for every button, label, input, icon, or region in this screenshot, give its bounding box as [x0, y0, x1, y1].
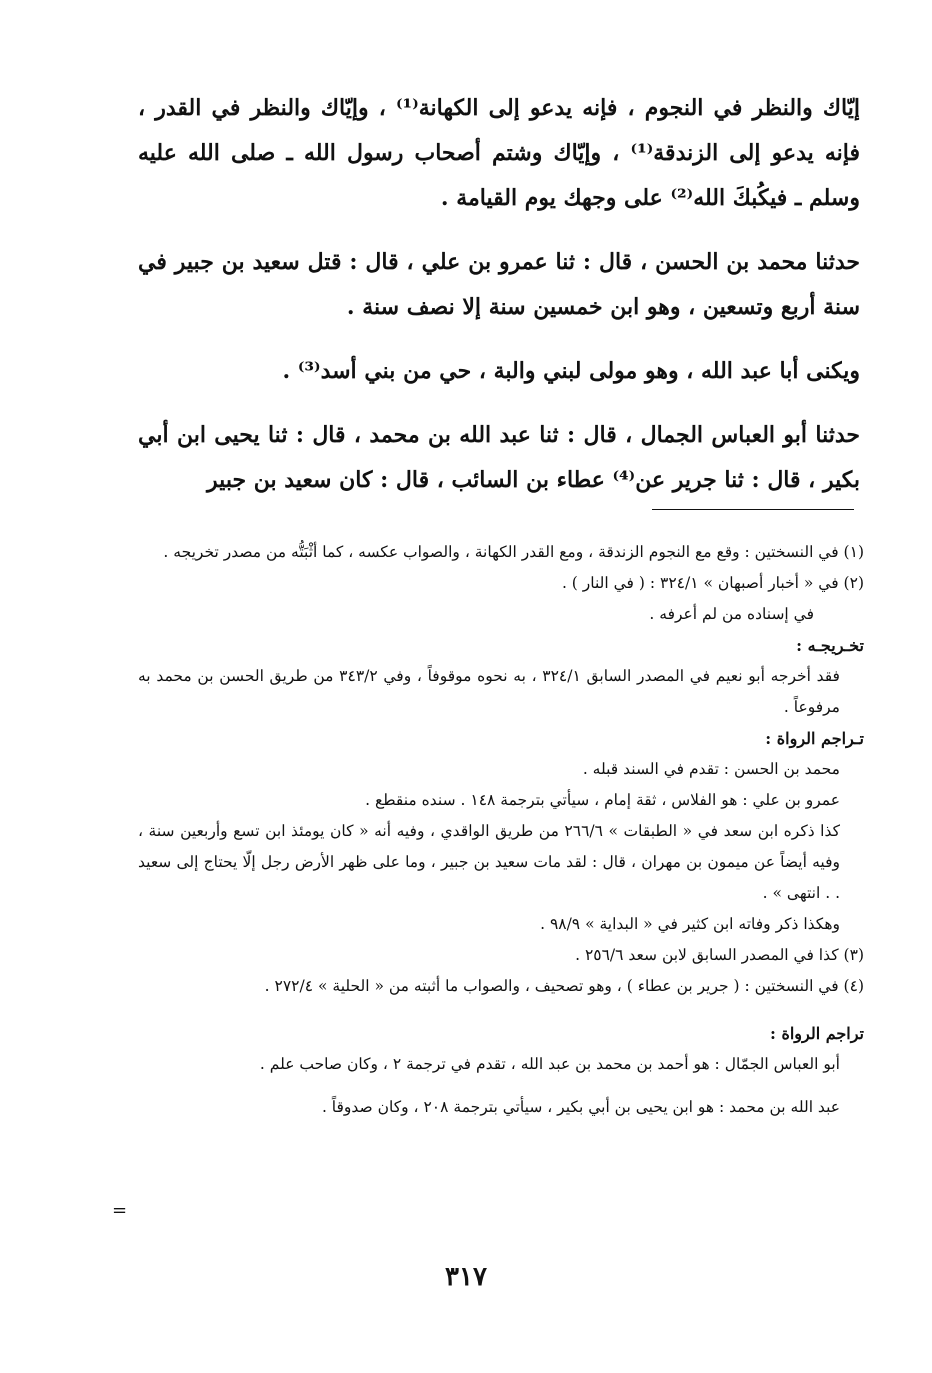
footnote-4: (٤) في النسختين : ( جرير بن عطاء ) ، وهو تصحيف ، والصواب ما أثبته من « الحلية » ٢٧٢/٤ . [264, 977, 864, 995]
narrator-3: أبو العباس الجمّال : هو أحمد بن محمد بن عبد الله ، تقدم في ترجمة ٢ ، وكان صاحب علم . [259, 1055, 840, 1073]
footnote-2-note: في إسناده من لم أعرفه . [649, 605, 814, 623]
footnote-1: (١) في النسختين : وقع مع النجوم الزندقة ، ومع القدر الكهانة ، والصواب عكسه ، كما أثْبَتُّه من مصدر تخريجه . [163, 543, 864, 561]
narrator-4: عبد الله بن محمد : هو ابن يحيى بن أبي بكير ، سيأتي بترجمة ٢٠٨ ، وكان صدوقاً . [321, 1098, 840, 1116]
spacer [138, 1080, 864, 1092]
paragraph-1: إيّاك والنظر في النجوم ، فإنه يدعو إلى الكهانة⁽¹⁾ ، وإيّاك والنظر في القدر ، فإنه يدعو إلى الزندقة⁽¹⁾ ، وإيّاك وشتم أصحاب رسول الله ـ صلى الله عليه وسلم ـ فيكُبكَ الله⁽²⁾ على وجهك يوم القيامة . [138, 95, 860, 211]
paragraph-2: حدثنا محمد بن الحسن ، قال : ثنا عمرو بن علي ، قال : قتل سعيد بن جبير في سنة أربع وتسعين ، وهو ابن خمسين سنة إلا نصف سنة . [138, 249, 860, 320]
paragraph-4: حدثنا أبو العباس الجمال ، قال : ثنا عبد الله بن محمد ، قال : ثنا يحيى ابن أبي بكير ، قال : ثنا جرير عن⁽⁴⁾ عطاء بن السائب ، قال : كان سعيد بن جبير [138, 422, 860, 493]
narrator-note: كذا ذكره ابن سعد في « الطبقات » ٢٦٦/٦ من طريق الواقدي ، وفيه أنه « كان يومئذ ابن تسع وأربعين سنة ، وفيه أيضاً عن ميمون بن مهران ، قال : لقد مات سعيد بن جبير ، وما على ظهر الأرض رجل إلّا يحتاج إلى سعيد . . انتهى » . [138, 822, 840, 902]
footnote-separator [652, 509, 854, 510]
takhrij-text: فقد أخرجه أبو نعيم في المصدر السابق ٣٢٤/١ ، به نحوه موقوفاً ، وفي ٣٤٣/٢ من طريق الحسن بن محمد به مرفوعاً . [138, 667, 840, 716]
footnote-2: (٢) في « أخبار أصبهان » ٣٢٤/١ : ( في النار ) . [561, 574, 864, 592]
continuation-mark: = [112, 1200, 128, 1221]
page-number: ٣١٧ [445, 1262, 487, 1292]
takhrij-heading: تخـريجـه : [796, 636, 864, 655]
narrator-note-2: وهكذا ذكر وفاته ابن كثير في « البداية » ٩٨/٩ . [540, 915, 840, 933]
narrator-1: محمد بن الحسن : تقدم في السند قبله . [582, 760, 840, 778]
footnote-3: (٣) كذا في المصدر السابق لابن سعد ٢٥٦/٦ . [575, 946, 864, 964]
ruwat-heading-2: تراجم الرواة : [769, 1024, 864, 1043]
paragraph-3: ويكنى أبا عبد الله ، وهو مولى لبني والبة ، حي من بني أسد⁽³⁾ . [282, 358, 860, 384]
footnotes [138, 537, 864, 1123]
narrator-2: عمرو بن علي : هو الفلاس ، ثقة إمام ، سيأتي بترجمة ١٤٨ . سنده منقطع . [365, 791, 840, 809]
main-text [138, 86, 860, 522]
spacer [138, 1002, 864, 1018]
ruwat-heading: تـراجم الرواة : [765, 729, 864, 748]
